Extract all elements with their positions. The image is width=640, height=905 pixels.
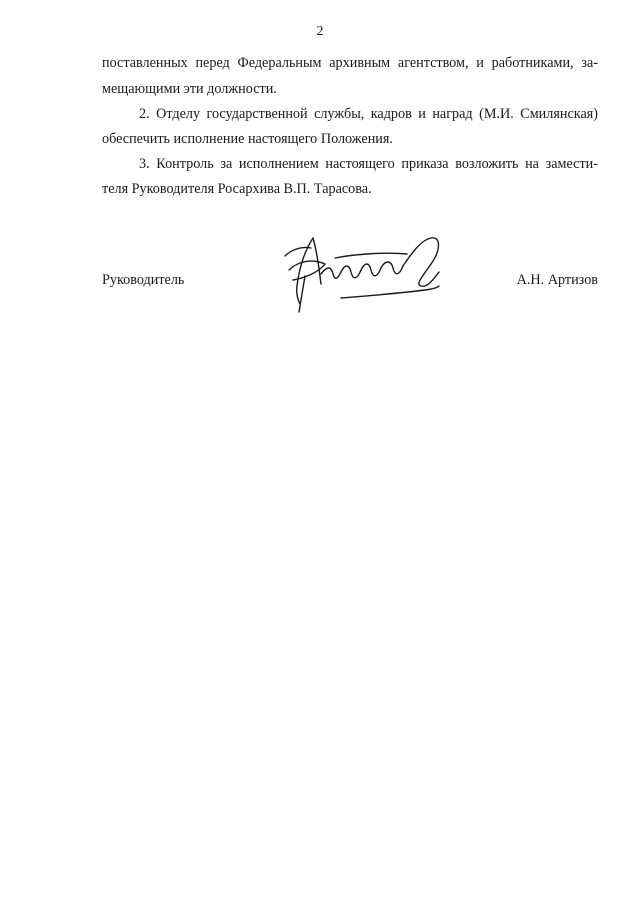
paragraph-1-line-1: поставленных перед Федеральным архивным агентством, и работниками, за- xyxy=(102,55,598,71)
paragraph-2-line-1: 2. Отделу государственной службы, кадров и наград (М.И. Смилянская) xyxy=(139,106,598,122)
signatory-name: А.Н. Артизов xyxy=(516,272,598,288)
page-number: 2 xyxy=(316,24,324,39)
paragraph-3-line-1: 3. Контроль за исполнением настоящего приказа возложить на замести- xyxy=(139,156,598,172)
handwritten-signature-icon xyxy=(275,228,455,318)
paragraph-3-line-2: теля Руководителя Росархива В.П. Тарасова. xyxy=(102,181,372,197)
paragraph-1-line-2: мещающими эти должности. xyxy=(102,81,277,97)
signatory-title: Руководитель xyxy=(102,272,185,288)
paragraph-2-line-2: обеспечить исполнение настоящего Положения. xyxy=(102,131,393,147)
